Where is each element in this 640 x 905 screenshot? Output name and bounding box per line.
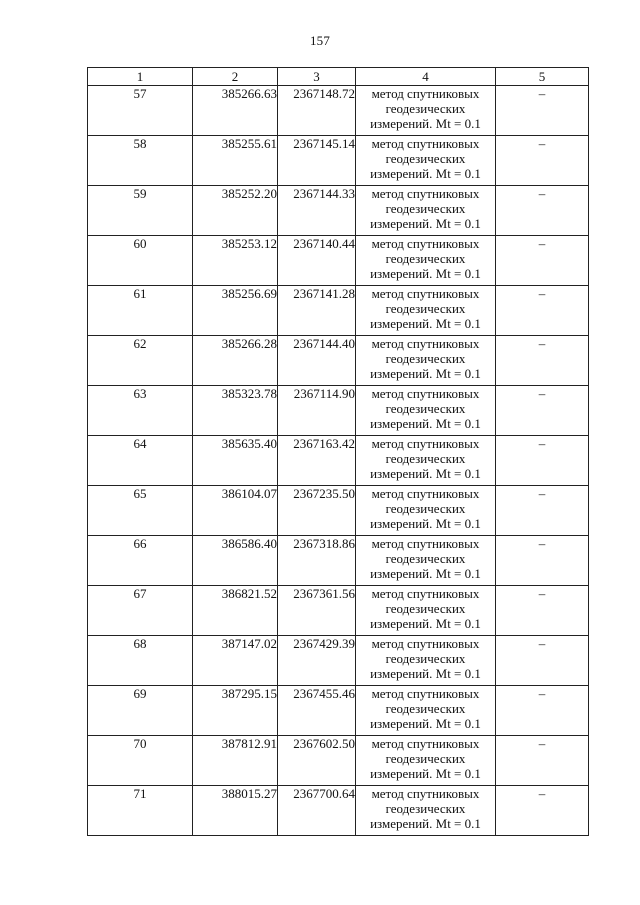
table-row (88, 386, 589, 436)
method-line: измерений. Mt = 0.1 (370, 516, 481, 531)
point-number-cell: 63 (88, 386, 193, 436)
table-row (88, 536, 589, 586)
method-line: измерений. Mt = 0.1 (370, 466, 481, 481)
x-coordinate-cell: 387147.02 (193, 636, 278, 686)
method-cell (356, 686, 496, 736)
note-cell: – (496, 386, 589, 436)
column-header-4: 4 (356, 68, 496, 86)
method-line: метод спутниковых (371, 536, 480, 551)
method-line: измерений. Mt = 0.1 (370, 766, 481, 781)
method-cell (356, 536, 496, 586)
method-cell (356, 286, 496, 336)
coordinates-table (87, 67, 589, 836)
method-line: метод спутниковых (371, 236, 480, 251)
table-header (88, 68, 589, 86)
x-coordinate-cell: 385252.20 (193, 186, 278, 236)
table-row (88, 786, 589, 836)
x-coordinate-cell: 385255.61 (193, 136, 278, 186)
method-line: измерений. Mt = 0.1 (370, 316, 481, 331)
y-coordinate-cell: 2367602.50 (278, 736, 356, 786)
method-line: метод спутниковых (371, 286, 480, 301)
point-number-cell: 68 (88, 636, 193, 686)
table-row (88, 686, 589, 736)
x-coordinate-cell: 386586.40 (193, 536, 278, 586)
method-cell (356, 636, 496, 686)
method-cell (356, 486, 496, 536)
x-coordinate-cell: 387295.15 (193, 686, 278, 736)
point-number-cell: 57 (88, 86, 193, 136)
x-coordinate-cell: 386821.52 (193, 586, 278, 636)
table-row (88, 486, 589, 536)
method-cell (356, 386, 496, 436)
note-cell: – (496, 336, 589, 386)
table-row (88, 586, 589, 636)
method-line: измерений. Mt = 0.1 (370, 566, 481, 581)
page-number: 157 (309, 33, 331, 48)
x-coordinate-cell: 388015.27 (193, 786, 278, 836)
note-cell: – (496, 736, 589, 786)
method-cell (356, 136, 496, 186)
method-line: метод спутниковых (371, 586, 480, 601)
method-cell (356, 736, 496, 786)
method-line: измерений. Mt = 0.1 (370, 166, 481, 181)
method-cell (356, 336, 496, 386)
y-coordinate-cell: 2367318.86 (278, 536, 356, 586)
note-cell: – (496, 536, 589, 586)
x-coordinate-cell: 386104.07 (193, 486, 278, 536)
note-cell: – (496, 486, 589, 536)
method-line: измерений. Mt = 0.1 (370, 266, 481, 281)
method-line: геодезических (385, 701, 466, 716)
method-cell (356, 186, 496, 236)
table-row (88, 436, 589, 486)
point-number-cell: 58 (88, 136, 193, 186)
method-line: геодезических (385, 751, 466, 766)
column-header-5: 5 (496, 68, 589, 86)
method-line: геодезических (385, 351, 466, 366)
method-line: метод спутниковых (371, 436, 480, 451)
method-line: измерений. Mt = 0.1 (370, 416, 481, 431)
column-header-2: 2 (193, 68, 278, 86)
note-cell: – (496, 686, 589, 736)
method-line: метод спутниковых (371, 686, 480, 701)
method-line: метод спутниковых (371, 786, 480, 801)
method-line: геодезических (385, 201, 466, 216)
method-cell (356, 86, 496, 136)
header-row (88, 68, 589, 86)
method-line: измерений. Mt = 0.1 (370, 116, 481, 131)
y-coordinate-cell: 2367429.39 (278, 636, 356, 686)
method-line: геодезических (385, 401, 466, 416)
method-line: геодезических (385, 101, 466, 116)
point-number-cell: 60 (88, 236, 193, 286)
method-line: метод спутниковых (371, 636, 480, 651)
note-cell: – (496, 186, 589, 236)
x-coordinate-cell: 385253.12 (193, 236, 278, 286)
note-cell: – (496, 136, 589, 186)
y-coordinate-cell: 2367361.56 (278, 586, 356, 636)
column-header-3: 3 (278, 68, 356, 86)
method-line: измерений. Mt = 0.1 (370, 366, 481, 381)
method-line: метод спутниковых (371, 136, 480, 151)
method-line: метод спутниковых (371, 386, 480, 401)
point-number-cell: 64 (88, 436, 193, 486)
y-coordinate-cell: 2367144.33 (278, 186, 356, 236)
method-line: геодезических (385, 801, 466, 816)
note-cell: – (496, 586, 589, 636)
method-line: геодезических (385, 651, 466, 666)
method-line: измерений. Mt = 0.1 (370, 216, 481, 231)
point-number-cell: 67 (88, 586, 193, 636)
y-coordinate-cell: 2367114.90 (278, 386, 356, 436)
table-row (88, 286, 589, 336)
point-number-cell: 59 (88, 186, 193, 236)
point-number-cell: 66 (88, 536, 193, 586)
table-row (88, 636, 589, 686)
note-cell: – (496, 86, 589, 136)
method-line: геодезических (385, 501, 466, 516)
x-coordinate-cell: 385266.63 (193, 86, 278, 136)
method-line: геодезических (385, 601, 466, 616)
table-row (88, 136, 589, 186)
method-line: метод спутниковых (371, 336, 480, 351)
table-row (88, 336, 589, 386)
point-number-cell: 71 (88, 786, 193, 836)
point-number-cell: 69 (88, 686, 193, 736)
column-header-1: 1 (88, 68, 193, 86)
method-cell (356, 436, 496, 486)
x-coordinate-cell: 387812.91 (193, 736, 278, 786)
table-row (88, 86, 589, 136)
method-line: геодезических (385, 451, 466, 466)
y-coordinate-cell: 2367455.46 (278, 686, 356, 736)
point-number-cell: 65 (88, 486, 193, 536)
method-line: метод спутниковых (371, 86, 480, 101)
x-coordinate-cell: 385323.78 (193, 386, 278, 436)
x-coordinate-cell: 385635.40 (193, 436, 278, 486)
method-line: измерений. Mt = 0.1 (370, 616, 481, 631)
note-cell: – (496, 786, 589, 836)
y-coordinate-cell: 2367140.44 (278, 236, 356, 286)
note-cell: – (496, 236, 589, 286)
note-cell: – (496, 436, 589, 486)
method-line: геодезических (385, 251, 466, 266)
note-cell: – (496, 636, 589, 686)
method-line: метод спутниковых (371, 736, 480, 751)
method-cell (356, 786, 496, 836)
table-row (88, 736, 589, 786)
y-coordinate-cell: 2367163.42 (278, 436, 356, 486)
y-coordinate-cell: 2367148.72 (278, 86, 356, 136)
table-body (88, 86, 589, 836)
method-line: измерений. Mt = 0.1 (370, 666, 481, 681)
y-coordinate-cell: 2367141.28 (278, 286, 356, 336)
method-line: измерений. Mt = 0.1 (370, 716, 481, 731)
table-row (88, 186, 589, 236)
method-line: геодезических (385, 551, 466, 566)
point-number-cell: 61 (88, 286, 193, 336)
method-line: геодезических (385, 301, 466, 316)
method-line: измерений. Mt = 0.1 (370, 816, 481, 831)
table-row (88, 236, 589, 286)
note-cell: – (496, 286, 589, 336)
y-coordinate-cell: 2367700.64 (278, 786, 356, 836)
method-line: метод спутниковых (371, 186, 480, 201)
method-line: геодезических (385, 151, 466, 166)
point-number-cell: 62 (88, 336, 193, 386)
method-line: метод спутниковых (371, 486, 480, 501)
point-number-cell: 70 (88, 736, 193, 786)
x-coordinate-cell: 385256.69 (193, 286, 278, 336)
y-coordinate-cell: 2367235.50 (278, 486, 356, 536)
method-cell (356, 586, 496, 636)
method-cell (356, 236, 496, 286)
y-coordinate-cell: 2367144.40 (278, 336, 356, 386)
y-coordinate-cell: 2367145.14 (278, 136, 356, 186)
x-coordinate-cell: 385266.28 (193, 336, 278, 386)
